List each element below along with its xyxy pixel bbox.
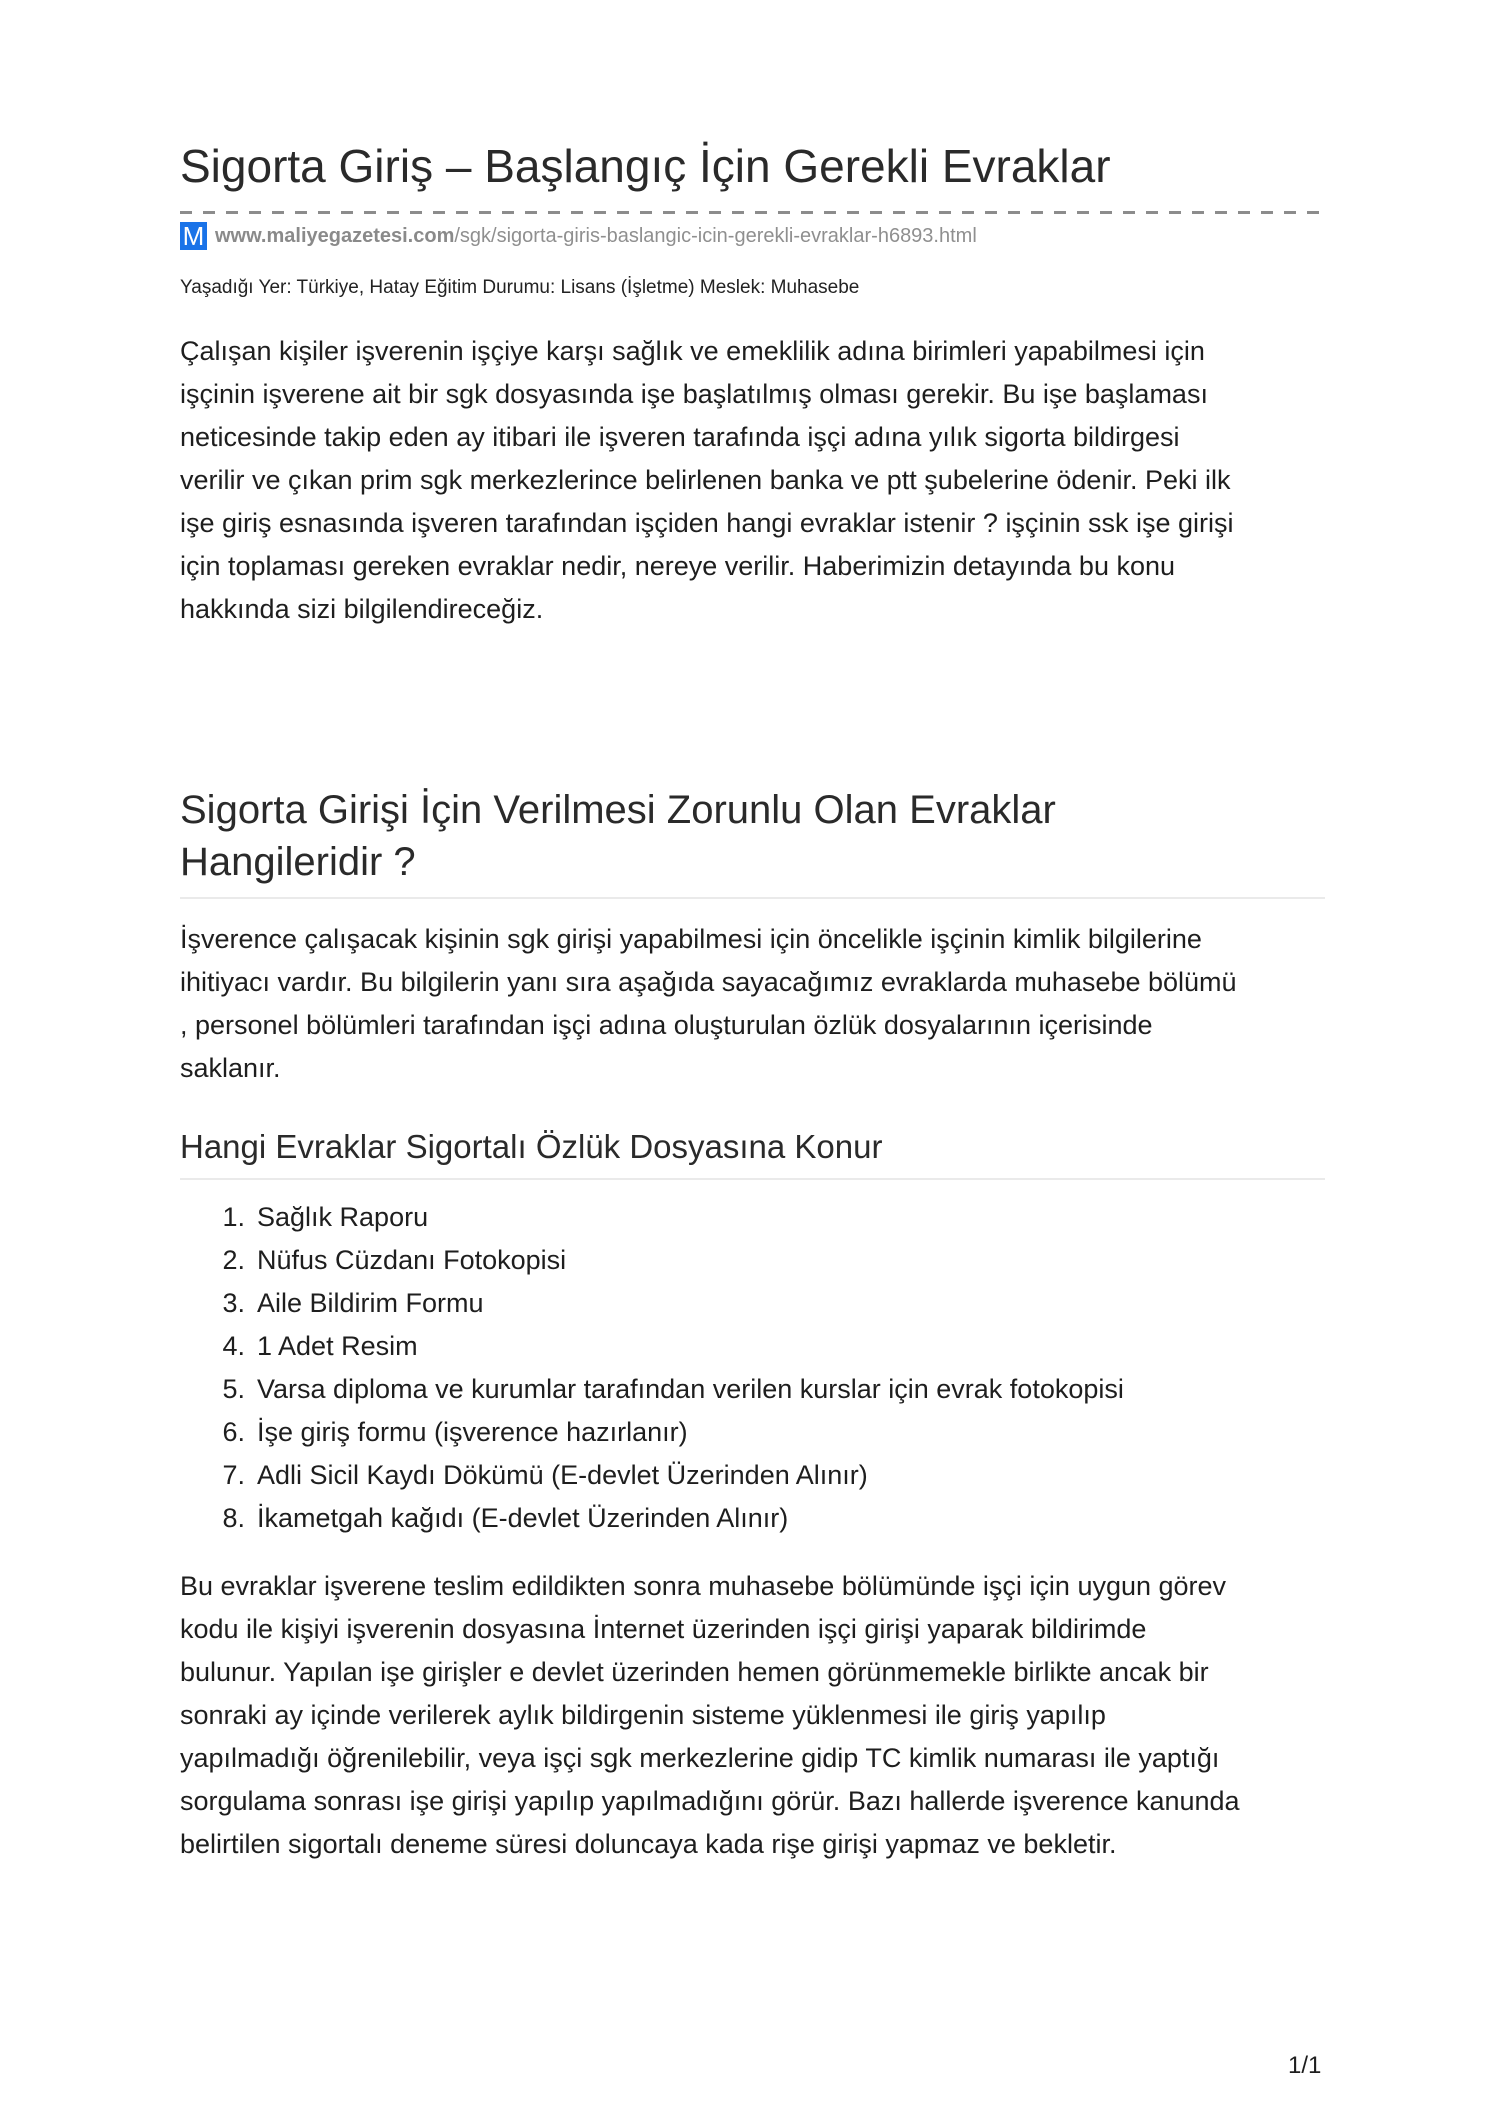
source-logo-icon: M bbox=[180, 222, 207, 250]
list-text: İşe giriş formu (işverence hazırlanır) bbox=[257, 1417, 688, 1447]
list-number: 1. bbox=[222, 1202, 245, 1232]
list-text: Varsa diploma ve kurumlar tarafından verilen kurslar için evrak fotokopisi bbox=[257, 1374, 1124, 1404]
page-number: 1/1 bbox=[1288, 2052, 1322, 2079]
list-item bbox=[180, 1497, 1124, 1540]
list-text: İkametgah kağıdı (E-devlet Üzerinden Alınır) bbox=[257, 1503, 789, 1533]
intro-line: neticesinde takip eden ay itibari ile işveren tarafında işçi adına yılık sigorta bildirgesi bbox=[180, 422, 1180, 452]
documents-list bbox=[180, 1196, 1124, 1540]
section2-heading: Hangi Evraklar Sigortalı Özlük Dosyasına Konur bbox=[180, 1128, 883, 1165]
section2-line: sorgulama sonrası işe girişi yapılıp yapılmadığını görür. Bazı hallerde işverence kanunda bbox=[180, 1786, 1240, 1816]
section2-line: kodu ile kişiyi işverenin dosyasına İnternet üzerinden işçi girişi yaparak bildirimde bbox=[180, 1614, 1147, 1644]
intro-line: verilir ve çıkan prim sgk merkezlerince belirlenen banka ve ptt şubelerine ödenir. Peki ilk bbox=[180, 465, 1231, 495]
list-number: 7. bbox=[222, 1460, 245, 1490]
title-dashed-divider bbox=[180, 211, 1323, 214]
source-link[interactable] bbox=[180, 222, 977, 250]
list-item bbox=[180, 1454, 1124, 1497]
intro-paragraph bbox=[180, 330, 1330, 631]
section1-paragraph bbox=[180, 918, 1330, 1090]
intro-line: hakkında sizi bilgilendireceğiz. bbox=[180, 594, 544, 624]
section1-line: saklanır. bbox=[180, 1053, 281, 1083]
author-meta: Yaşadığı Yer: Türkiye, Hatay Eğitim Durumu: Lisans (İşletme) Meslek: Muhasebe bbox=[180, 277, 860, 298]
list-number: 2. bbox=[222, 1245, 245, 1275]
section2-line: bulunur. Yapılan işe girişler e devlet üzerinden hemen görünmemekle birlikte ancak bir bbox=[180, 1657, 1209, 1687]
list-number: 6. bbox=[222, 1417, 245, 1447]
section1-heading-line: Hangileridir ? bbox=[180, 840, 416, 884]
list-number: 4. bbox=[222, 1331, 245, 1361]
intro-line: işe giriş esnasında işveren tarafından işçiden hangi evraklar istenir ? işçinin ssk işe girişi bbox=[180, 508, 1234, 538]
list-item bbox=[180, 1411, 1124, 1454]
intro-line: için toplaması gereken evraklar nedir, nereye verilir. Haberimizin detayında bu konu bbox=[180, 551, 1176, 581]
section2-line: yapılmadığı öğrenilebilir, veya işçi sgk merkezlerine gidip TC kimlik numarası ile yaptığı bbox=[180, 1743, 1220, 1773]
intro-line: Çalışan kişiler işverenin işçiye karşı sağlık ve emeklilik adına birimleri yapabilmesi için bbox=[180, 336, 1205, 366]
list-item bbox=[180, 1239, 1124, 1282]
section1-line: , personel bölümleri tarafından işçi adına oluşturulan özlük dosyalarının içerisinde bbox=[180, 1010, 1153, 1040]
list-text: Sağlık Raporu bbox=[257, 1202, 429, 1232]
list-text: Adli Sicil Kaydı Dökümü (E-devlet Üzerinden Alınır) bbox=[257, 1460, 868, 1490]
intro-line: işçinin işverene ait bir sgk dosyasında işe başlatılmış olması gerekir. Bu işe başlaması bbox=[180, 379, 1208, 409]
list-number: 3. bbox=[222, 1288, 245, 1318]
section1-line: İşverence çalışacak kişinin sgk girişi yapabilmesi için öncelikle işçinin kimlik bilgilerine bbox=[180, 924, 1202, 954]
list-number: 5. bbox=[222, 1374, 245, 1404]
list-text: 1 Adet Resim bbox=[257, 1331, 418, 1361]
list-item bbox=[180, 1325, 1124, 1368]
section1-heading bbox=[180, 784, 1056, 888]
list-number: 8. bbox=[222, 1503, 245, 1533]
source-path: /sgk/sigorta-giris-baslangic-icin-gerekli-evraklar-h6893.html bbox=[454, 224, 977, 247]
section2-line: belirtilen sigortalı deneme süresi doluncaya kada rişe girişi yapmaz ve bekletir. bbox=[180, 1829, 1117, 1859]
section1-divider bbox=[180, 897, 1325, 899]
list-text: Aile Bildirim Formu bbox=[257, 1288, 484, 1318]
source-domain: www.maliyegazetesi.com bbox=[215, 224, 455, 247]
section2-line: Bu evraklar işverene teslim edildikten sonra muhasebe bölümünde işçi için uygun görev bbox=[180, 1571, 1227, 1601]
list-item bbox=[180, 1282, 1124, 1325]
section2-paragraph bbox=[180, 1565, 1330, 1866]
article-title: Sigorta Giriş – Başlangıç İçin Gerekli Evraklar bbox=[180, 140, 1111, 192]
section2-divider bbox=[180, 1178, 1325, 1180]
section2-line: sonraki ay içinde verilerek aylık bildirgenin sisteme yüklenmesi ile giriş yapılıp bbox=[180, 1700, 1106, 1730]
section1-line: ihitiyacı vardır. Bu bilgilerin yanı sıra aşağıda sayacağımız evraklarda muhasebe bölümü bbox=[180, 967, 1237, 997]
list-item bbox=[180, 1196, 1124, 1239]
list-item bbox=[180, 1368, 1124, 1411]
section1-heading-line: Sigorta Girişi İçin Verilmesi Zorunlu Olan Evraklar bbox=[180, 788, 1056, 832]
list-text: Nüfus Cüzdanı Fotokopisi bbox=[257, 1245, 567, 1275]
